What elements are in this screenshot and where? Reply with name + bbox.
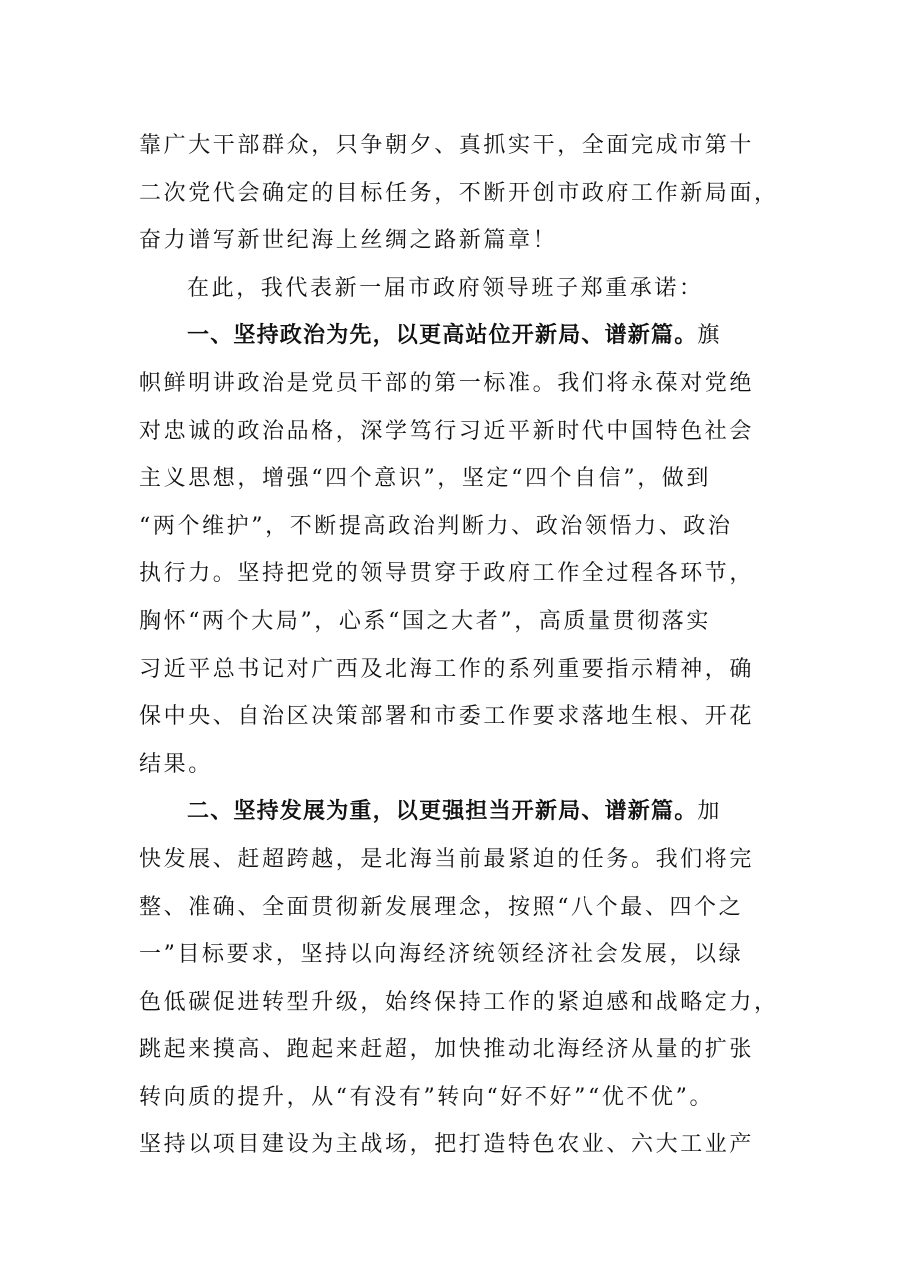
text-line: 转向质的提升，从“有没有”转向“好不好”“优不优”。 (139, 1084, 715, 1110)
paragraph-closing (139, 122, 777, 265)
text-line: 一”目标要求，坚持以向海经济统领经济社会发展，以绿 (139, 942, 744, 968)
text-line: 执行力。坚持把党的领导贯穿于政府工作全过程各环节， (139, 561, 755, 587)
text-line: 帜鲜明讲政治是党员干部的第一标准。我们将永葆对党绝 (139, 370, 755, 396)
text-line: 快发展、赶超跨越，是北海当前最紧迫的任务。我们将完 (139, 846, 755, 872)
text-line: 靠广大干部群众，只争朝夕、真抓实干，全面完成市第十 (139, 133, 755, 158)
text-line-first (139, 788, 777, 836)
text-line: 胸怀“两个大局”，心系“国之大者”，高质量贯彻落实 (139, 608, 711, 634)
text-line: 坚持以项目建设为主战场，把打造特色农业、六大工业产 (139, 1132, 755, 1158)
text-line: 对忠诚的政治品格，深学笃行习近平新时代中国特色社会 (139, 418, 755, 444)
text-line: 奋力谱写新世纪海上丝绸之路新篇章！ (139, 228, 558, 254)
paragraph-point-two (139, 788, 777, 1169)
section-heading-one: 一、坚持政治为先，以更高站位开新局、谱新篇。 (187, 322, 698, 349)
document-body (139, 122, 777, 1169)
text-line: 跳起来摸高、跑起来赶超，加快推动北海经济从量的扩张 (139, 1037, 755, 1063)
text-line: 整、准确、全面贯彻新发展理念，按照“八个最、四个之 (139, 894, 744, 920)
text-line: 主义思想，增强“四个意识”，坚定“四个自信”，做到 (139, 466, 711, 492)
section-heading-two: 二、坚持发展为重，以更强担当开新局、谱新篇。 (187, 798, 698, 825)
text-line: “两个维护”，不断提高政治判断力、政治领悟力、政治 (139, 513, 733, 539)
text-line: 在此，我代表新一届市政府领导班子郑重承诺： (187, 275, 704, 301)
text-line: 习近平总书记对广西及北海工作的系列重要指示精神，确 (139, 656, 755, 682)
paragraph-pledge-intro (139, 265, 777, 313)
text-line-first (139, 312, 777, 360)
text-line: 结果。 (139, 751, 213, 777)
heading-tail-text: 加 (697, 799, 723, 825)
heading-tail-text: 旗 (697, 323, 723, 349)
text-line: 保中央、自治区决策部署和市委工作要求落地生根、开花 (139, 704, 755, 730)
text-line: 二次党代会确定的目标任务，不断开创市政府工作新局面， (139, 180, 779, 206)
text-line: 色低碳促进转型升级，始终保持工作的紧迫感和战略定力， (139, 989, 779, 1015)
paragraph-point-one (139, 312, 777, 788)
